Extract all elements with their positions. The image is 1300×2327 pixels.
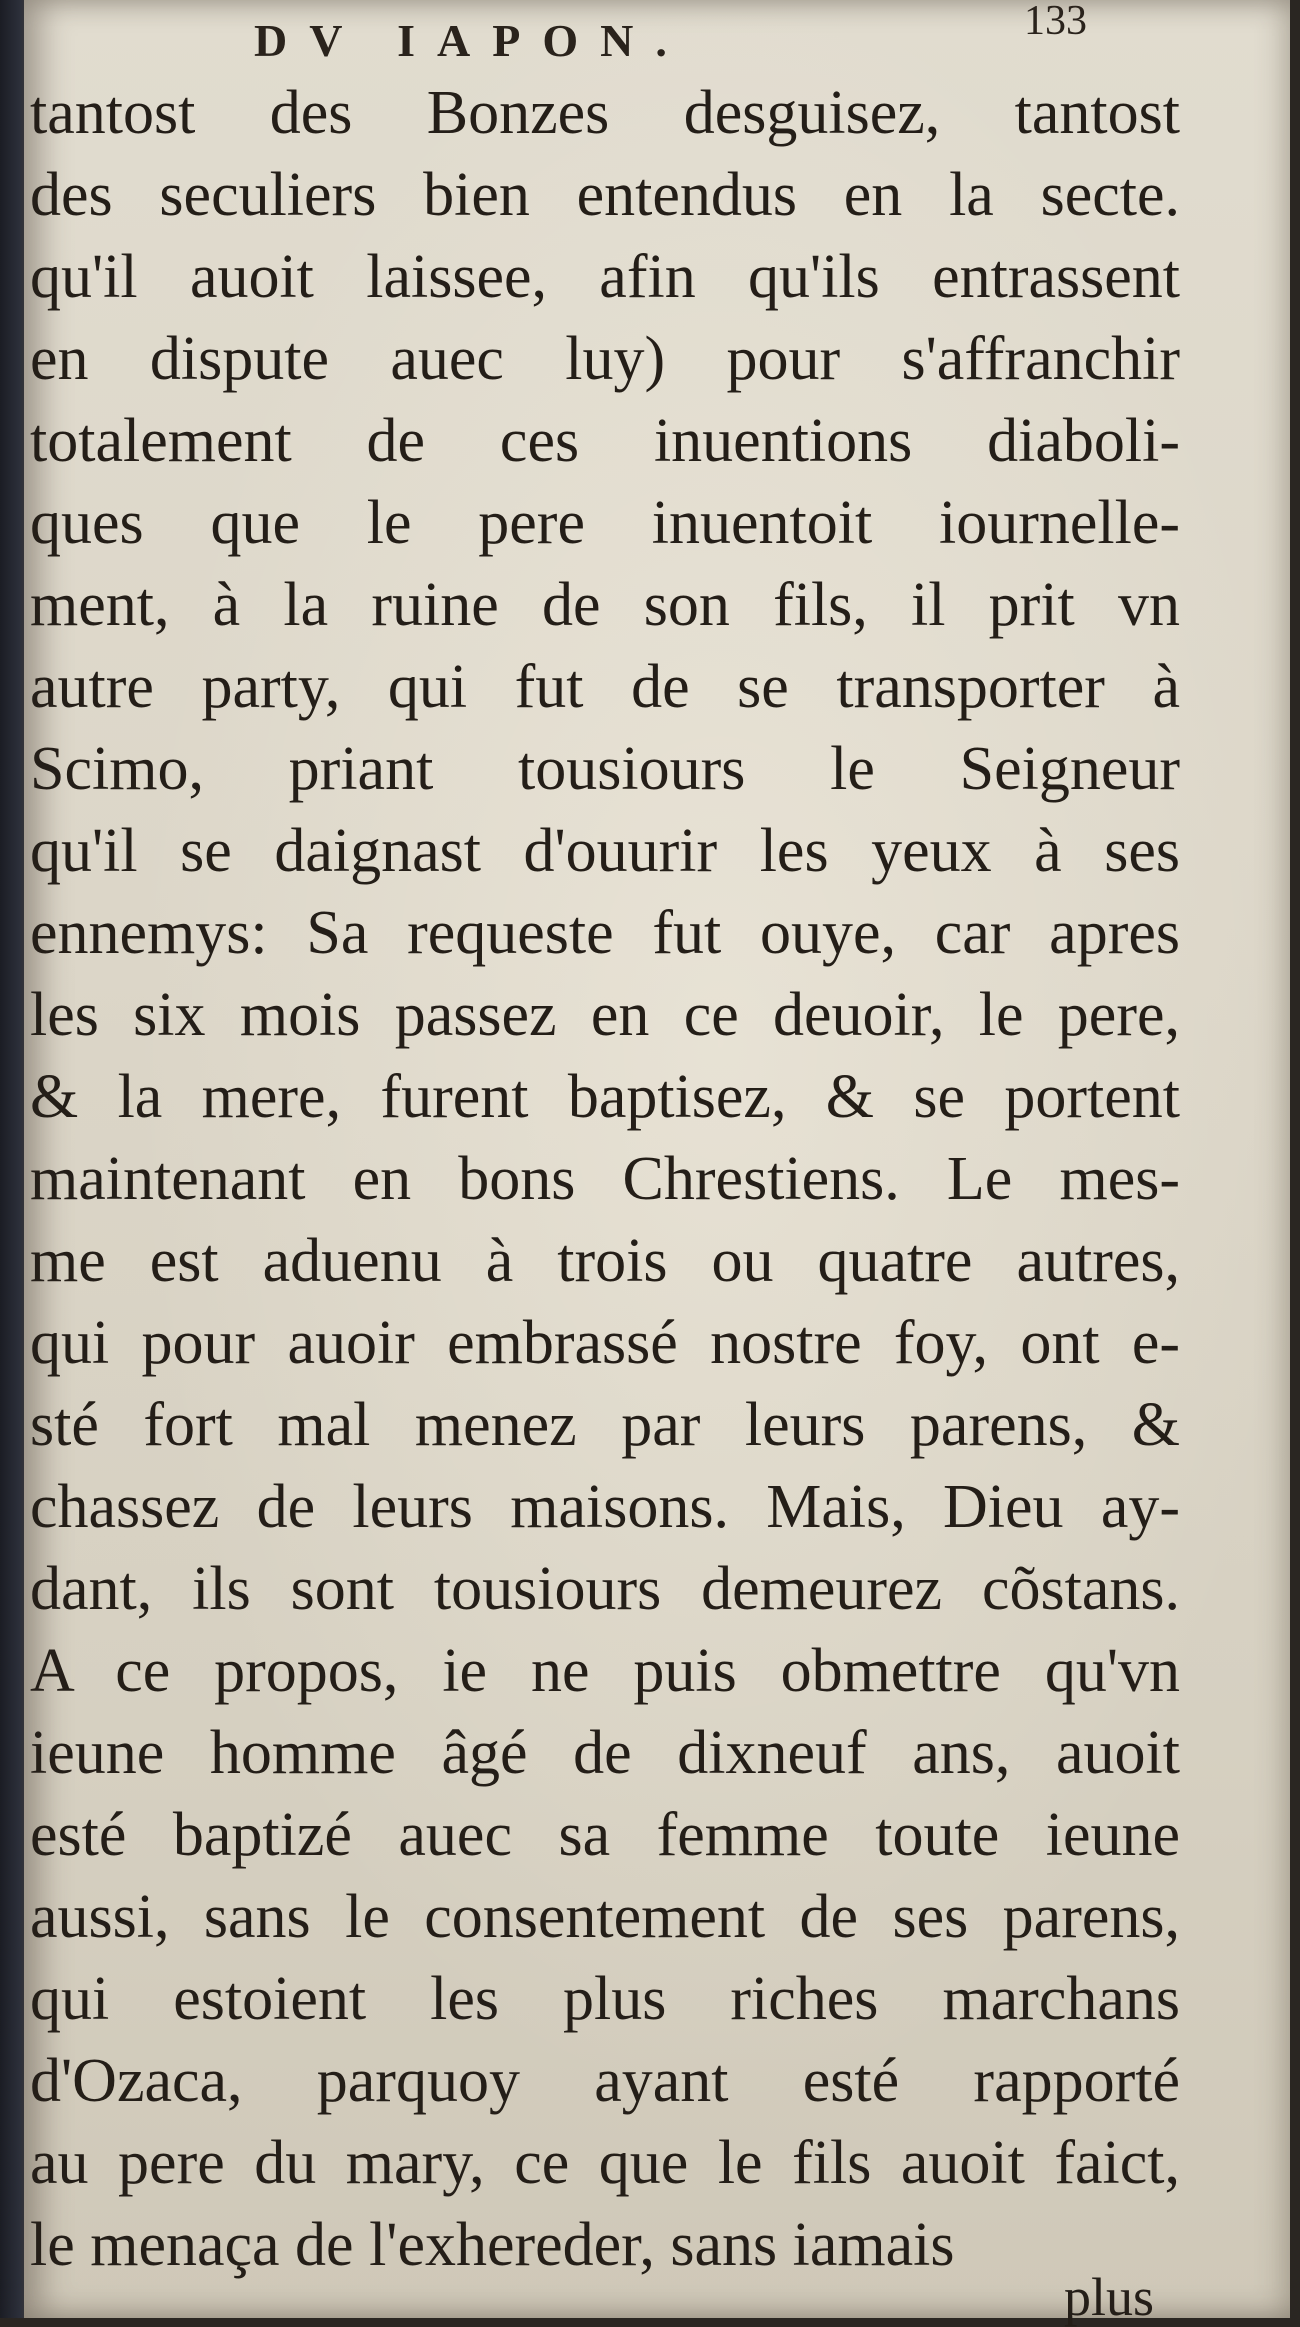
text-line: ques que le pere inuentoit iournelle- (30, 489, 1180, 557)
text-line: ennemys: Sa requeste fut ouye, car apres (30, 899, 1180, 967)
text-line: d'Ozaca, parquoy ayant esté rapporté (30, 2047, 1180, 2115)
text-line: ieune homme âgé de dixneuf ans, auoit (30, 1719, 1180, 1787)
text-line: en dispute auec luy) pour s'affranchir (30, 325, 1180, 393)
text-line: dant, ils sont tousiours demeurez cõstans. (30, 1555, 1180, 1623)
body-text (30, 72, 1180, 2286)
text-line: autre party, qui fut de se transporter à (30, 653, 1180, 721)
text-line: chassez de leurs maisons. Mais, Dieu ay- (30, 1473, 1180, 1541)
text-line: ment, à la ruine de son fils, il prit vn (30, 571, 1180, 639)
text-line: qu'il auoit laissee, afin qu'ils entrassent (30, 243, 1180, 311)
text-line: qu'il se daignast d'ouurir les yeux à ses (30, 817, 1180, 885)
text-line: Scimo, priant tousiours le Seigneur (30, 735, 1180, 803)
text-line: A ce propos, ie ne puis obmettre qu'vn (30, 1637, 1180, 1705)
text-line: & la mere, furent baptisez, & se portent (30, 1063, 1180, 1131)
text-line: totalement de ces inuentions diaboli- (30, 407, 1180, 475)
text-line: tantost des Bonzes desguisez, tantost (30, 79, 1180, 147)
text-line: maintenant en bons Chrestiens. Le mes- (30, 1145, 1180, 1213)
text-line: le menaça de l'exhereder, sans iamais (30, 2211, 955, 2279)
text-line: me est aduenu à trois ou quatre autres, (30, 1227, 1180, 1295)
running-head (24, 0, 1290, 70)
text-line: sté fort mal menez par leurs parens, & (30, 1391, 1180, 1459)
text-line: qui pour auoir embrassé nostre foy, ont e- (30, 1309, 1180, 1377)
running-head-title: DV IAPON. (254, 15, 689, 66)
book-page (24, 0, 1290, 2327)
page-number: 133 (1024, 0, 1087, 44)
text-line: des seculiers bien entendus en la secte. (30, 161, 1180, 229)
catchword: plus (1064, 2267, 1155, 2327)
text-line: qui estoient les plus riches marchans (30, 1965, 1180, 2033)
text-line: au pere du mary, ce que le fils auoit faict, (30, 2129, 1180, 2197)
text-line: les six mois passez en ce deuoir, le pere, (30, 981, 1180, 1049)
text-line: esté baptizé auec sa femme toute ieune (30, 1801, 1180, 1869)
text-line: aussi, sans le consentement de ses parens, (30, 1883, 1180, 1951)
